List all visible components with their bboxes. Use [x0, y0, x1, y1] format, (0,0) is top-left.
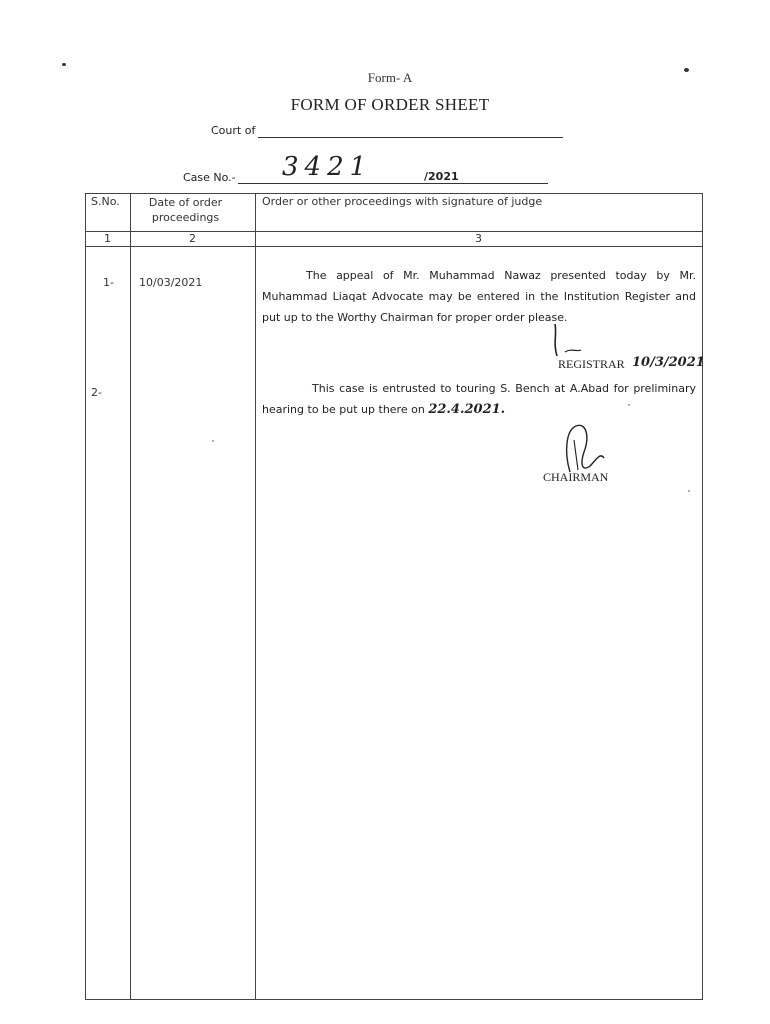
case-field-line [238, 183, 548, 184]
header-number-3: 3 [475, 232, 482, 245]
header-number-1: 1 [104, 232, 111, 245]
hearing-date-handwritten: 22.4.2021. [428, 402, 506, 417]
row-sno: 2- [91, 386, 102, 399]
scan-speck [62, 63, 66, 66]
table-col1-divider [130, 193, 131, 999]
row-order-text: The appeal of Mr. Muhammad Nawaz presented today by Mr. Muhammad Liaqat Advocate may be entered in the Institution Register and put up to the Worthy Chairman for proper order please. [262, 269, 696, 324]
case-year: /2021 [424, 170, 459, 183]
form-label: Form- A [367, 70, 413, 85]
header-date: Date of order proceedings [148, 196, 223, 224]
case-label: Case No.- [183, 171, 236, 184]
registrar-initials-icon [545, 322, 585, 360]
scan-speck [212, 440, 214, 442]
scan-speck [628, 404, 630, 406]
row-date: 10/03/2021 [139, 276, 203, 289]
table-number-divider [85, 246, 703, 247]
row-order-text-content: This case is entrusted to touring S. Bench at A.Abad for preliminary hearing to be put up there on [262, 382, 696, 416]
header-sno: S.No. [91, 195, 120, 208]
court-label: Court of [211, 124, 256, 137]
table-col2-divider [255, 193, 256, 999]
registrar-date-handwritten: 10/3/2021 [632, 355, 705, 370]
table-top-border [85, 193, 703, 194]
page-title: FORM OF ORDER SHEET [290, 95, 490, 114]
row-sno: 1- [103, 276, 114, 289]
header-number-2: 2 [189, 232, 196, 245]
table-bottom-border [85, 999, 703, 1000]
registrar-signature: REGISTRAR [558, 357, 625, 371]
case-number-handwritten: 3421 [282, 152, 373, 182]
chairman-signature: CHAIRMAN [543, 470, 609, 484]
row-order-text [262, 378, 696, 420]
header-order: Order or other proceedings with signature of judge [262, 195, 543, 208]
scan-speck [688, 490, 690, 492]
court-field-line [258, 137, 563, 138]
scan-speck [684, 68, 689, 72]
table-left-border [85, 193, 86, 999]
table-right-border [702, 193, 703, 999]
